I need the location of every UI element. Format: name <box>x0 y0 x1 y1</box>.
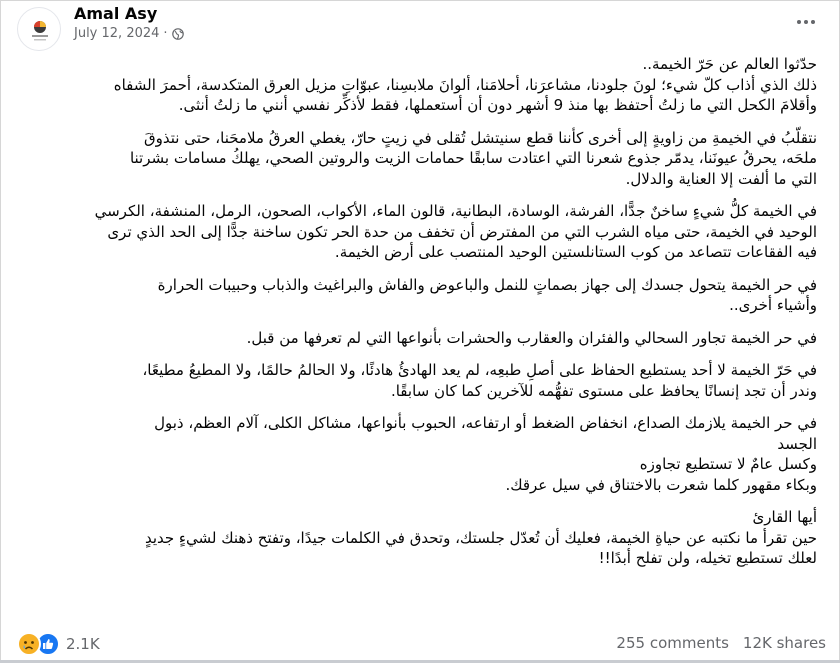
text-line: حين تقرأ ما نكتبه عن حياةِ الخيمة، فعليك أن تُعدّل جلستك، وتحدق في الكلمات جيدًا، وتفتح ذهنك لشيءٍ جديدٍ <box>144 528 817 547</box>
more-options-icon[interactable] <box>794 10 818 34</box>
paragraph <box>30 413 817 495</box>
post-text <box>30 54 817 569</box>
reactions-count: 2.1K <box>66 635 100 653</box>
post-date[interactable]: July 12, 2024 <box>74 26 160 41</box>
text-line: ملحَه، يحرقُ عيونَنا، يدمّر جذوع شعرنا التي اعتادت سابقًا حمامات الزيت والروتين الصحي، يهلكُ مسامات بشرتنا <box>129 149 817 167</box>
text-line: وبكاء مقهور كلما شعرت بالاختناق في سيل عرقك. <box>505 475 817 494</box>
post-meta <box>74 26 184 41</box>
text-line: فيه الفقاعات تتصاعد من كوب الستانلستين الوحيد المنتصب على أرض الخيمة. <box>334 243 817 261</box>
paragraph <box>30 360 817 401</box>
shares-count[interactable]: 12K shares <box>742 634 826 652</box>
text-line: في حر الخيمة تجاور السحالي والفئران والعقارب والحشرات بأنواعها التي لم تعرفها من قبل. <box>246 328 817 347</box>
avatar-logo-icon <box>18 8 62 52</box>
comments-count[interactable]: 255 comments <box>616 634 729 652</box>
post-footer <box>0 622 840 662</box>
text-line: في الخيمة كلُّ شيءٍ ساخنٌ جدًّا، الفرشة، الوسادة، البطانية، قالون الماء، الأكواب، الصحون، الرمل، المنشفة، الكرسي <box>94 202 817 220</box>
text-line: ذلك الذي أذاب كلّ شيء؛ لونَ جلودنا، مشاعرَنا، أحلامَنا، ألوانَ ملابسِنا، عبوّاتِ مزيل العرق المتكدسة، أحمرَ الشفاه <box>113 75 817 94</box>
text-line: وكسل عامٌ لا تستطيع تجاوزه <box>639 455 817 473</box>
text-line: الجسد <box>777 434 817 453</box>
text-line: في حَرّ الخيمة لا أحد يستطيع الحفاظ على أصلِ طبعِه، لم يعد الهادئُ هادئًا، ولا الحالمُ حالمًا، ولا المطيعُ مطيعًا، <box>142 361 817 379</box>
text-line: الوحيد في الخيمة، حتى مياه الشرب التي من المفترض أن تخفف من حدة الحر تكون ساخنة جدًّا إلى الحد الذي ترى <box>107 222 817 241</box>
paragraph <box>30 328 817 349</box>
author-avatar[interactable] <box>17 7 61 51</box>
text-line: في حر الخيمة يلازمك الصداع، انخفاض الضغط أو ارتفاعه، الحبوب بأنواعها، مشاكل الكلى، آلام العظم، ذبول <box>154 414 817 432</box>
text-line: وندر أن تجد إنسانًا يحافظ على مستوى تفهُّمه للآخرين كما كان سابقًا. <box>390 381 817 400</box>
paragraph <box>30 507 817 569</box>
paragraph <box>30 54 817 116</box>
text-line: التي ما ألفت إلا العناية والدلال. <box>625 169 817 188</box>
text-line: نتقلّبُ في الخيمةِ من زاويةٍ إلى أخرى كأننا قطع سنيتشل تُقلى في زيتٍ حارّ، يغطي العرقُ ملامحَنا، حتى نتذوقَ <box>144 128 817 147</box>
globe-icon[interactable] <box>172 28 184 40</box>
paragraph <box>30 128 817 190</box>
text-line: في حر الخيمة يتحول جسدك إلى جهاز بصماتٍ للنمل والباعوض والفاش والبراغيث والذباب وحبيبات الحرارة <box>157 275 817 294</box>
sad-reaction-icon <box>17 632 41 656</box>
text-line: وأقلامَ الكحل التي ما زلتُ أحتفظ بها منذ 9 أشهر دون أن أستعملها، فقط لأذكِّر نفسي أنني ما زلتُ أنثى. <box>178 96 817 114</box>
text-line: أيها القارئ <box>752 508 817 526</box>
meta-separator: · <box>163 26 168 41</box>
paragraph <box>30 275 817 316</box>
text-line: وأشياء أخرى.. <box>729 296 817 314</box>
engagement-stats <box>616 634 826 652</box>
text-line: لعلك تستطيع تخيله، ولن تفلح أبدًا!! <box>598 549 817 567</box>
reactions-summary[interactable] <box>17 632 100 656</box>
text-line: حدّثوا العالم عن حَرّ الخيمة.. <box>642 55 817 73</box>
author-name[interactable]: Amal Asy <box>74 4 158 23</box>
paragraph <box>30 201 817 263</box>
